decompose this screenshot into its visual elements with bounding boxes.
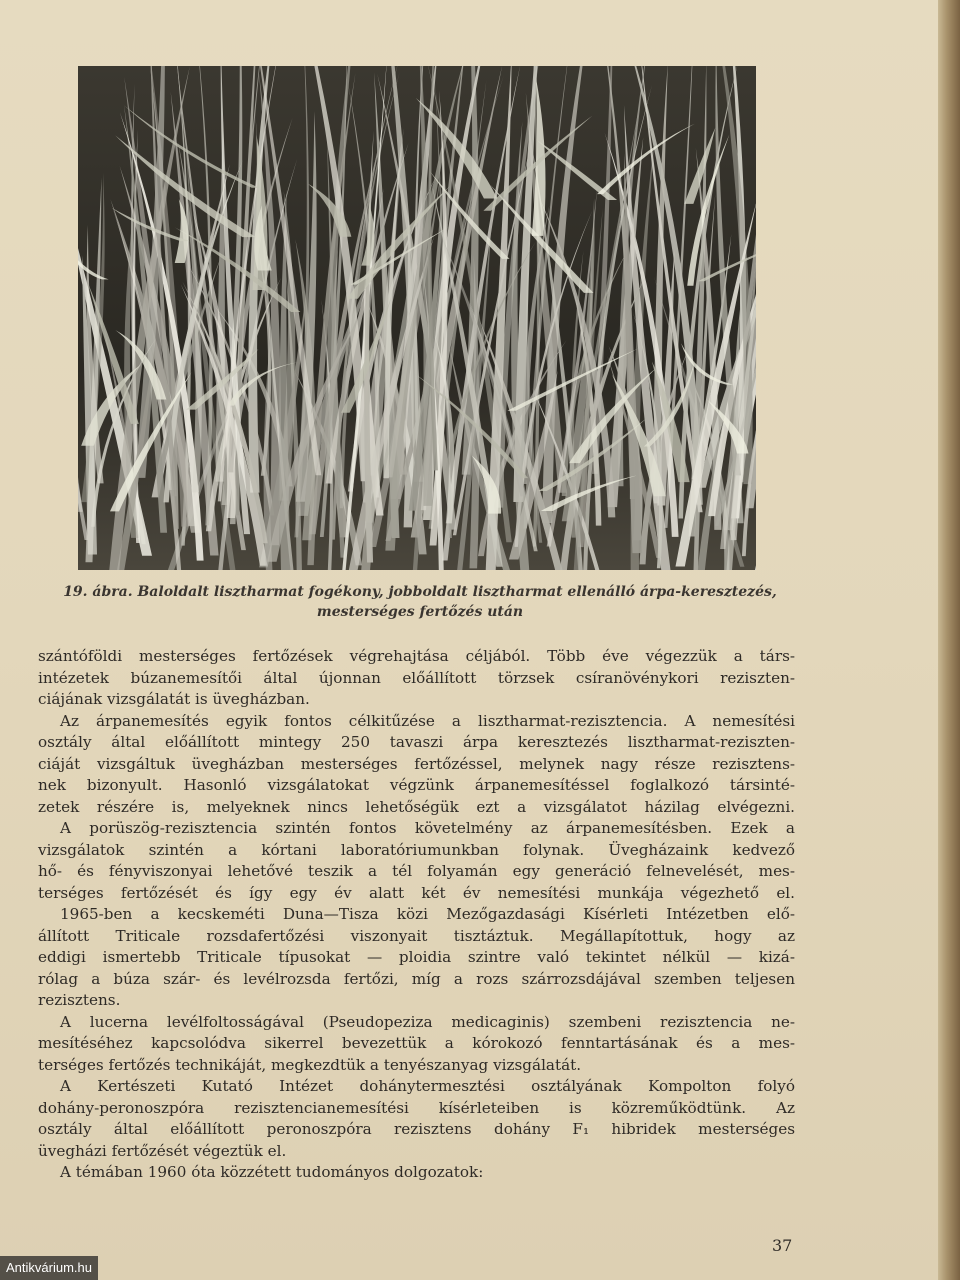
caption-line-1: 19. ábra. Baloldalt lisztharmat fogékony, jobboldalt lisztharmat ellenálló árpa-keresztezés,	[63, 584, 777, 600]
body-text	[38, 646, 795, 1184]
text-line: A lucerna levélfoltosságával (Pseudopeziza medicaginis) szembeni rezisztencia ne-	[60, 1012, 795, 1031]
text-line: állított Triticale rozsdafertőzési viszonyait tisztáztuk. Megállapítottuk, hogy az	[38, 926, 795, 945]
barley-photo-image	[78, 66, 756, 570]
page-number: 37	[772, 1236, 793, 1255]
watermark-logo: Antikvárium.hu	[0, 1256, 98, 1280]
text-line: terséges fertőzés technikáját, megkezdtük a tenyészanyag vizsgálatát.	[38, 1055, 582, 1074]
text-line: A témában 1960 óta közzétett tudományos dolgozatok:	[60, 1163, 484, 1181]
text-line: ciáját vizsgáltuk üvegházban mesterséges fertőzéssel, melynek nagy része rezisztens-	[38, 754, 795, 773]
figure-caption	[30, 582, 810, 622]
barley-photo	[78, 66, 756, 570]
text-line: mesítéséhez kapcsolódva sikerrel bevezettük a kórokozó fenntartásának és a mes-	[38, 1034, 795, 1052]
text-line: eddigi ismertebb Triticale típusokat — ploidia szintre való tekintet nélkül — kizá-	[38, 948, 795, 966]
text-line: A porüszög-rezisztencia szintén fontos követelmény az árpanemesítésben. Ezek a	[60, 819, 795, 837]
text-line: hő- és fényviszonyai lehetővé teszik a tél folyamán egy generáció felnevelését, mes-	[38, 862, 795, 880]
text-line: üvegházi fertőzését végeztük el.	[38, 1141, 287, 1160]
text-line: nek bizonyult. Hasonló vizsgálatokat végzünk árpanemesítéssel foglalkozó társinté-	[38, 776, 795, 794]
text-line: osztály által előállított mintegy 250 tavaszi árpa keresztezés lisztharmat-reziszten-	[38, 733, 795, 751]
text-line: 1965-ben a kecskeméti Duna—Tisza közi Mezőgazdasági Kísérleti Intézetben elő-	[60, 905, 795, 923]
text-line: A Kertészeti Kutató Intézet dohánytermesztési osztályának Kompolton folyó	[60, 1077, 795, 1095]
text-line: rezisztens.	[38, 991, 121, 1009]
text-line: terséges fertőzését és így egy év alatt két év nemesítési munkája végezhető el.	[38, 883, 795, 902]
text-line: rólag a búza szár- és levélrozsda fertőzi, míg a rozs szárrozsdájával szemben teljesen	[38, 969, 795, 988]
text-line: intézetek búzanemesítői által újonnan előállított törzsek csíranövénykori reziszten-	[38, 668, 795, 687]
page-edge	[938, 0, 960, 1280]
text-line: Az árpanemesítés egyik fontos célkitűzése a lisztharmat-rezisztencia. A nemesítési	[60, 711, 795, 730]
text-line: dohány-peronoszpóra rezisztencianemesítési kísérleteiben is közreműködtünk. Az	[38, 1098, 795, 1117]
text-line: zetek részére is, melyeknek nincs lehetőségük ezt a vizsgálatot házilag elvégezni.	[38, 797, 795, 816]
text-line: vizsgálatok szintén a kórtani laboratóriumunkban folynak. Üvegházaink kedvező	[38, 840, 795, 859]
text-line: szántóföldi mesterséges fertőzések végrehajtása céljából. Több éve végezzük a társ-	[38, 647, 795, 665]
text-line: ciájának vizsgálatát is üvegházban.	[38, 690, 310, 708]
caption-line-2: mesterséges fertőzés után	[316, 604, 524, 620]
text-line: osztály által előállított peronoszpóra rezisztens dohány F₁ hibridek mesterséges	[38, 1120, 795, 1138]
